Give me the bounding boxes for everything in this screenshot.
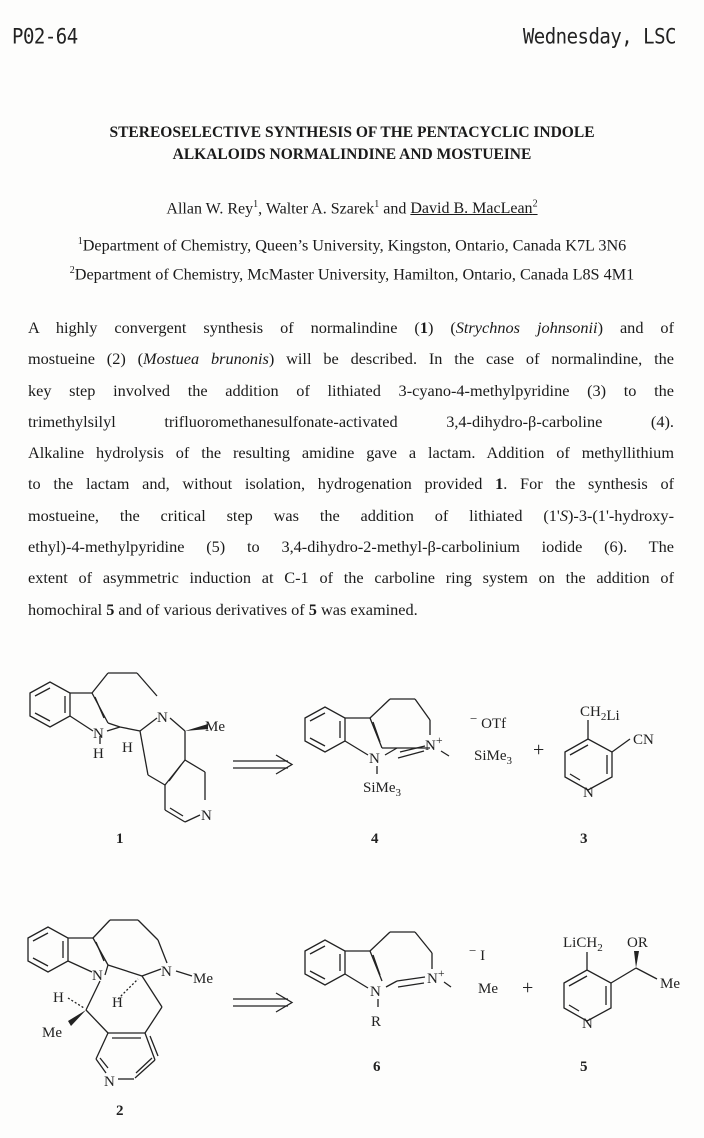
plus-sign: + (522, 977, 534, 999)
abstract-line: extent of asymmetric induction at C-1 of the carboline ring system on the addition of (28, 568, 674, 588)
atom-label: N (583, 785, 594, 801)
atom-label: OR (627, 935, 648, 951)
atom-label: − OTf (470, 711, 507, 732)
abstract-body (28, 312, 674, 625)
author-name: David B. MacLean (410, 200, 533, 218)
plus-sign: + (533, 739, 545, 761)
author-separator: , (258, 200, 266, 218)
compound-label: 5 (580, 1059, 588, 1075)
atom-label: N+ (427, 966, 445, 987)
benzene-ring (30, 682, 70, 727)
benzene-ring (305, 707, 345, 752)
abstract-line: trimethylsilyl trifluoromethanesulfonate-activated 3,4-dihydro-β-carboline (4). (28, 411, 674, 431)
atom-label: N (104, 1074, 115, 1090)
pyridine-ring (565, 739, 612, 790)
atom-label: Me (478, 981, 498, 997)
atom-label: R (371, 1014, 382, 1030)
atom-label: N (370, 984, 381, 1000)
compound-label: 1 (116, 831, 124, 847)
affiliation (0, 258, 704, 287)
atom-label: N (93, 726, 104, 742)
structure-compound-4 (305, 699, 513, 847)
atom-label: H (93, 746, 104, 762)
structure-mostueine (28, 920, 213, 1119)
author-list (0, 199, 704, 218)
author-name: Allan W. Rey (166, 200, 254, 218)
abstract-code: P02-64 (12, 24, 78, 50)
atom-label: H (112, 995, 123, 1011)
atom-label: N (369, 751, 380, 767)
structure-normalindine (30, 673, 225, 847)
atom-label: H (53, 990, 64, 1006)
retrosynthesis-scheme-2 (0, 895, 704, 1138)
atom-label: Me (42, 1025, 62, 1041)
abstract-line: homochiral 5 and of various derivatives of 5 was examined. (28, 599, 418, 619)
atom-label: N (201, 808, 212, 824)
benzene-ring (305, 940, 345, 985)
affiliation-number: 2 (69, 265, 75, 277)
structure-compound-5 (563, 935, 680, 1075)
affiliations (0, 229, 704, 288)
author-separator: and (379, 200, 411, 218)
compound-label: 4 (371, 831, 379, 847)
compound-label: 3 (580, 831, 588, 847)
structure-compound-6 (305, 932, 498, 1075)
compound-label: 6 (373, 1059, 381, 1075)
affiliation-text: Department of Chemistry, McMaster University, Hamilton, Ontario, Canada L8S 4M1 (74, 265, 635, 284)
author-affiliation-mark: 1 (253, 199, 259, 210)
atom-label: SiMe$_3$ (474, 748, 513, 767)
atom-label: Me (193, 971, 213, 987)
retrosynthesis-arrow (233, 993, 292, 1012)
abstract-line: A highly convergent synthesis of normalindine (1) (Strychnos johnsonii) and of (28, 318, 674, 337)
pyridine-ring (564, 970, 611, 1021)
compound-label: 2 (116, 1103, 124, 1119)
atom-label: Me (660, 976, 680, 992)
atom-label: − I (469, 943, 486, 964)
atom-label: H (122, 740, 133, 756)
atom-label: N (92, 968, 103, 984)
atom-label: SiMe$_3$ (363, 780, 402, 799)
affiliation-text: Department of Chemistry, Queen’s University, Kingston, Ontario, Canada K7L 3N6 (82, 236, 627, 255)
abstract-line: ethyl)-4-methylpyridine (5) to 3,4-dihydro-2-methyl-β-carbolinium iodide (6). The (28, 537, 674, 557)
atom-label: N+ (425, 733, 443, 754)
retrosynthesis-scheme-1 (0, 660, 704, 860)
presenting-author (410, 200, 537, 217)
abstract-line: Alkaline hydrolysis of the resulting amidine gave a lactam. Addition of methyllithium (28, 443, 674, 463)
affiliation-number: 1 (77, 236, 83, 247)
affiliation (0, 229, 704, 258)
abstract-line: mostueine, the critical step was the addition of lithiated (1'S)-3-(1'-hydroxy- (28, 505, 674, 525)
atom-label: $CH_2Li$ (580, 704, 620, 724)
paper-title (0, 122, 704, 166)
atom-label: Me (205, 719, 225, 735)
session-label: Wednesday, LSC (522, 24, 676, 50)
atom-label: N (161, 964, 172, 980)
abstract-line: to the lactam and, without isolation, hydrogenation provided 1. For the synthesis of (28, 474, 674, 494)
atom-label: LiCH$_2$ (563, 935, 603, 954)
author-affiliation-mark: 2 (532, 199, 538, 210)
atom-label: N (582, 1016, 593, 1032)
retrosynthesis-arrow (233, 755, 292, 774)
benzene-ring (28, 927, 68, 972)
abstract-line: mostueine (2) (Mostuea brunonis) will be described. In the case of normalindine, the (28, 349, 674, 369)
structure-compound-3 (565, 704, 654, 847)
atom-label: CN (633, 732, 654, 748)
abstract-line: key step involved the addition of lithiated 3-cyano-4-methylpyridine (3) to the (28, 380, 674, 400)
title-line-2: ALKALOIDS NORMALINDINE AND MOSTUEINE (172, 146, 532, 163)
title-line-1: STEREOSELECTIVE SYNTHESIS OF THE PENTACYCLIC INDOLE (109, 124, 595, 141)
atom-label: N (157, 710, 168, 726)
author-name: Walter A. Szarek (265, 200, 375, 218)
author-affiliation-mark: 1 (374, 199, 380, 210)
